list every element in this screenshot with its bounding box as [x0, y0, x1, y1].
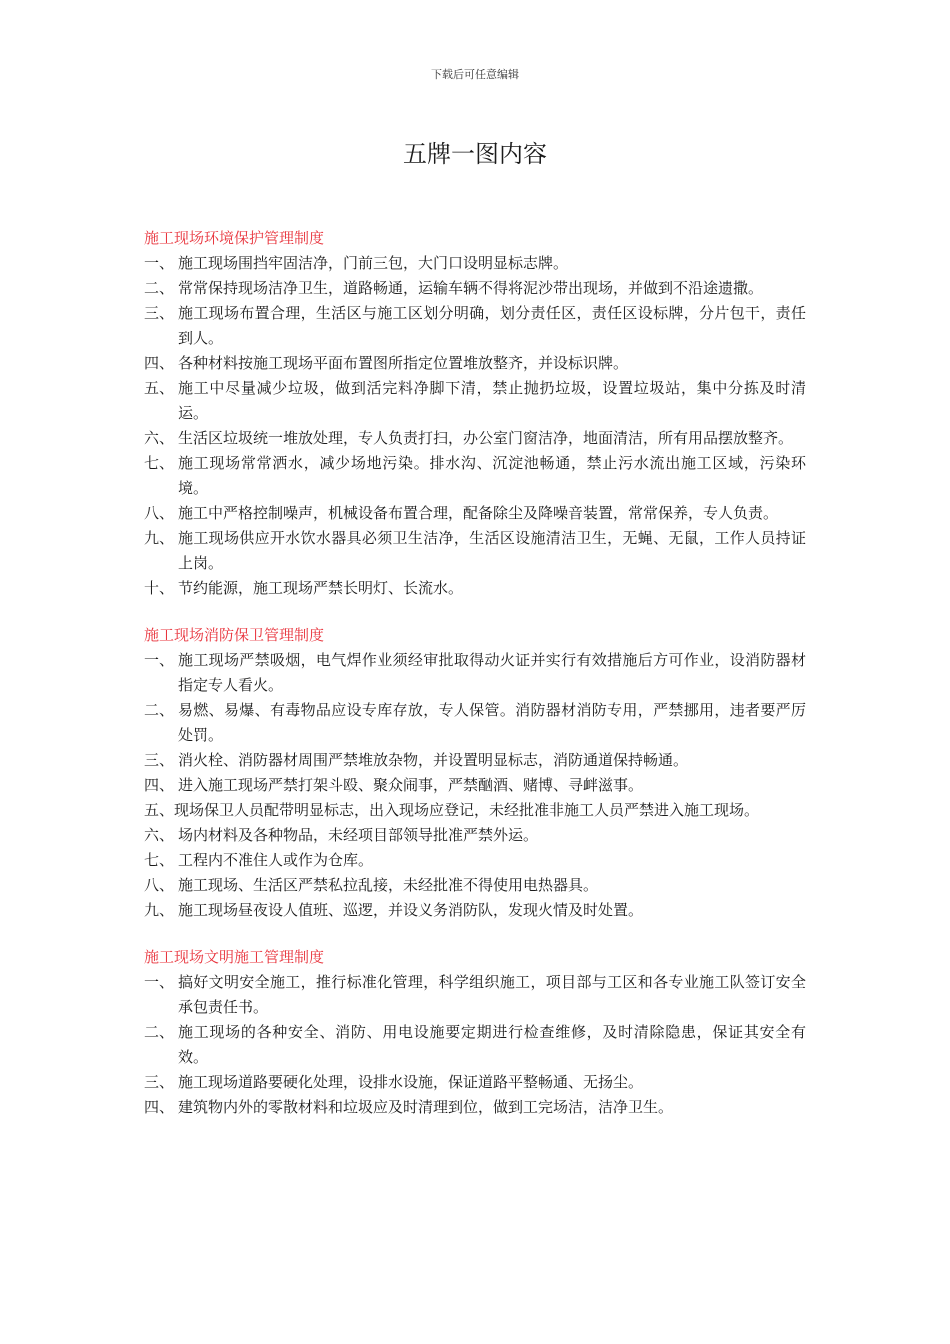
item-text: 生活区垃圾统一堆放处理，专人负责打扫，办公室门窗洁净，地面清洁，所有用品摆放整齐。: [178, 429, 794, 447]
rule-item: [144, 798, 806, 823]
rule-item: [144, 823, 806, 848]
rule-section: [144, 945, 806, 1120]
item-text: 易燃、易爆、有毒物品应设专库存放，专人保管。消防器材消防专用，严禁挪用，违者要严厉处罚。: [178, 701, 806, 744]
item-text: 现场保卫人员配带明显标志，出入现场应登记，未经批准非施工人员严禁进入施工现场。: [174, 801, 760, 819]
item-number: 四、: [144, 776, 175, 794]
item-number: 四、: [144, 1098, 175, 1116]
rule-item: [144, 351, 806, 376]
item-number: 二、: [144, 279, 175, 297]
item-text: 施工现场道路要硬化处理，设排水设施，保证道路平整畅通、无扬尘。: [178, 1073, 644, 1091]
item-text: 施工现场供应开水饮水器具必须卫生洁净，生活区设施清洁卫生，无蝇、无鼠，工作人员持证上岗。: [178, 529, 806, 572]
item-text: 节约能源，施工现场严禁长明灯、长流水。: [178, 579, 464, 597]
rule-item: [144, 576, 806, 601]
item-number: 九、: [144, 901, 175, 919]
item-number: 十、: [144, 579, 175, 597]
rule-item: [144, 301, 806, 351]
item-number: 六、: [144, 429, 175, 447]
item-number: 五、: [144, 801, 175, 819]
rule-item: [144, 426, 806, 451]
item-number: 一、: [144, 973, 175, 991]
item-number: 七、: [144, 851, 175, 869]
rule-section: [144, 623, 806, 923]
rule-item: [144, 848, 806, 873]
item-number: 九、: [144, 529, 175, 547]
item-text: 消火栓、消防器材周围严禁堆放杂物，并设置明显标志，消防通道保持畅通。: [178, 751, 689, 769]
item-text: 施工现场布置合理，生活区与施工区划分明确，划分责任区，责任区设标牌，分片包干，责任到人。: [178, 304, 806, 347]
item-text: 常常保持现场洁净卫生，道路畅通，运输车辆不得将泥沙带出现场，并做到不沿途遗撒。: [178, 279, 764, 297]
rule-item: [144, 1095, 806, 1120]
item-text: 施工现场常常洒水，减少场地污染。排水沟、沉淀池畅通，禁止污水流出施工区域，污染环境。: [178, 454, 806, 497]
item-text: 搞好文明安全施工，推行标准化管理，科学组织施工，项目部与工区和各专业施工队签订安全承包责任书。: [178, 973, 806, 1016]
rule-item: [144, 970, 806, 1020]
rule-item: [144, 898, 806, 923]
item-text: 施工现场的各种安全、消防、用电设施要定期进行检查维修，及时清除隐患，保证其安全有效。: [178, 1023, 806, 1066]
item-number: 三、: [144, 751, 175, 769]
item-number: 八、: [144, 504, 175, 522]
header-note: 下载后可任意编辑: [431, 68, 519, 81]
rule-item: [144, 451, 806, 501]
rule-item: [144, 526, 806, 576]
item-number: 二、: [144, 1023, 175, 1041]
rule-item: [144, 648, 806, 698]
rule-item: [144, 748, 806, 773]
item-text: 施工现场、生活区严禁私拉乱接，未经批准不得使用电热器具。: [178, 876, 599, 894]
item-number: 五、: [144, 379, 175, 397]
item-text: 施工现场昼夜设人值班、巡逻，并设义务消防队，发现火情及时处置。: [178, 901, 644, 919]
section-title: 施工现场消防保卫管理制度: [144, 626, 325, 644]
rule-item: [144, 1020, 806, 1070]
item-number: 六、: [144, 826, 175, 844]
item-number: 二、: [144, 701, 175, 719]
rule-item: [144, 376, 806, 426]
item-text: 施工现场围挡牢固洁净，门前三包，大门口设明显标志牌。: [178, 254, 569, 272]
item-number: 八、: [144, 876, 175, 894]
item-text: 各种材料按施工现场平面布置图所指定位置堆放整齐，并设标识牌。: [178, 354, 629, 372]
item-number: 三、: [144, 304, 175, 322]
item-number: 一、: [144, 651, 175, 669]
rule-item: [144, 773, 806, 798]
rule-item: [144, 501, 806, 526]
document-title: 五牌一图内容: [403, 140, 547, 168]
rule-item: [144, 1070, 806, 1095]
section-title: 施工现场文明施工管理制度: [144, 948, 325, 966]
section-title: 施工现场环境保护管理制度: [144, 229, 325, 247]
item-number: 七、: [144, 454, 175, 472]
rule-section: [144, 226, 806, 601]
item-number: 一、: [144, 254, 175, 272]
item-text: 建筑物内外的零散材料和垃圾应及时清理到位，做到工完场洁，洁净卫生。: [178, 1098, 674, 1116]
rule-item: [144, 276, 806, 301]
item-text: 工程内不准住人或作为仓库。: [178, 851, 374, 869]
item-text: 场内材料及各种物品，未经项目部领导批准严禁外运。: [178, 826, 539, 844]
rule-item: [144, 698, 806, 748]
rule-item: [144, 251, 806, 276]
item-text: 施工中严格控制噪声，机械设备布置合理，配备除尘及降噪音装置，常常保养，专人负责。: [178, 504, 779, 522]
item-text: 施工中尽量减少垃圾，做到活完料净脚下清，禁止抛扔垃圾，设置垃圾站，集中分拣及时清运。: [178, 379, 806, 422]
item-text: 施工现场严禁吸烟，电气焊作业须经审批取得动火证并实行有效措施后方可作业，设消防器材指定专人看火。: [178, 651, 806, 694]
document-body: [144, 226, 806, 1142]
item-number: 四、: [144, 354, 175, 372]
item-number: 三、: [144, 1073, 175, 1091]
item-text: 进入施工现场严禁打架斗殴、聚众闹事，严禁酗酒、赌博、寻衅滋事。: [178, 776, 644, 794]
rule-item: [144, 873, 806, 898]
